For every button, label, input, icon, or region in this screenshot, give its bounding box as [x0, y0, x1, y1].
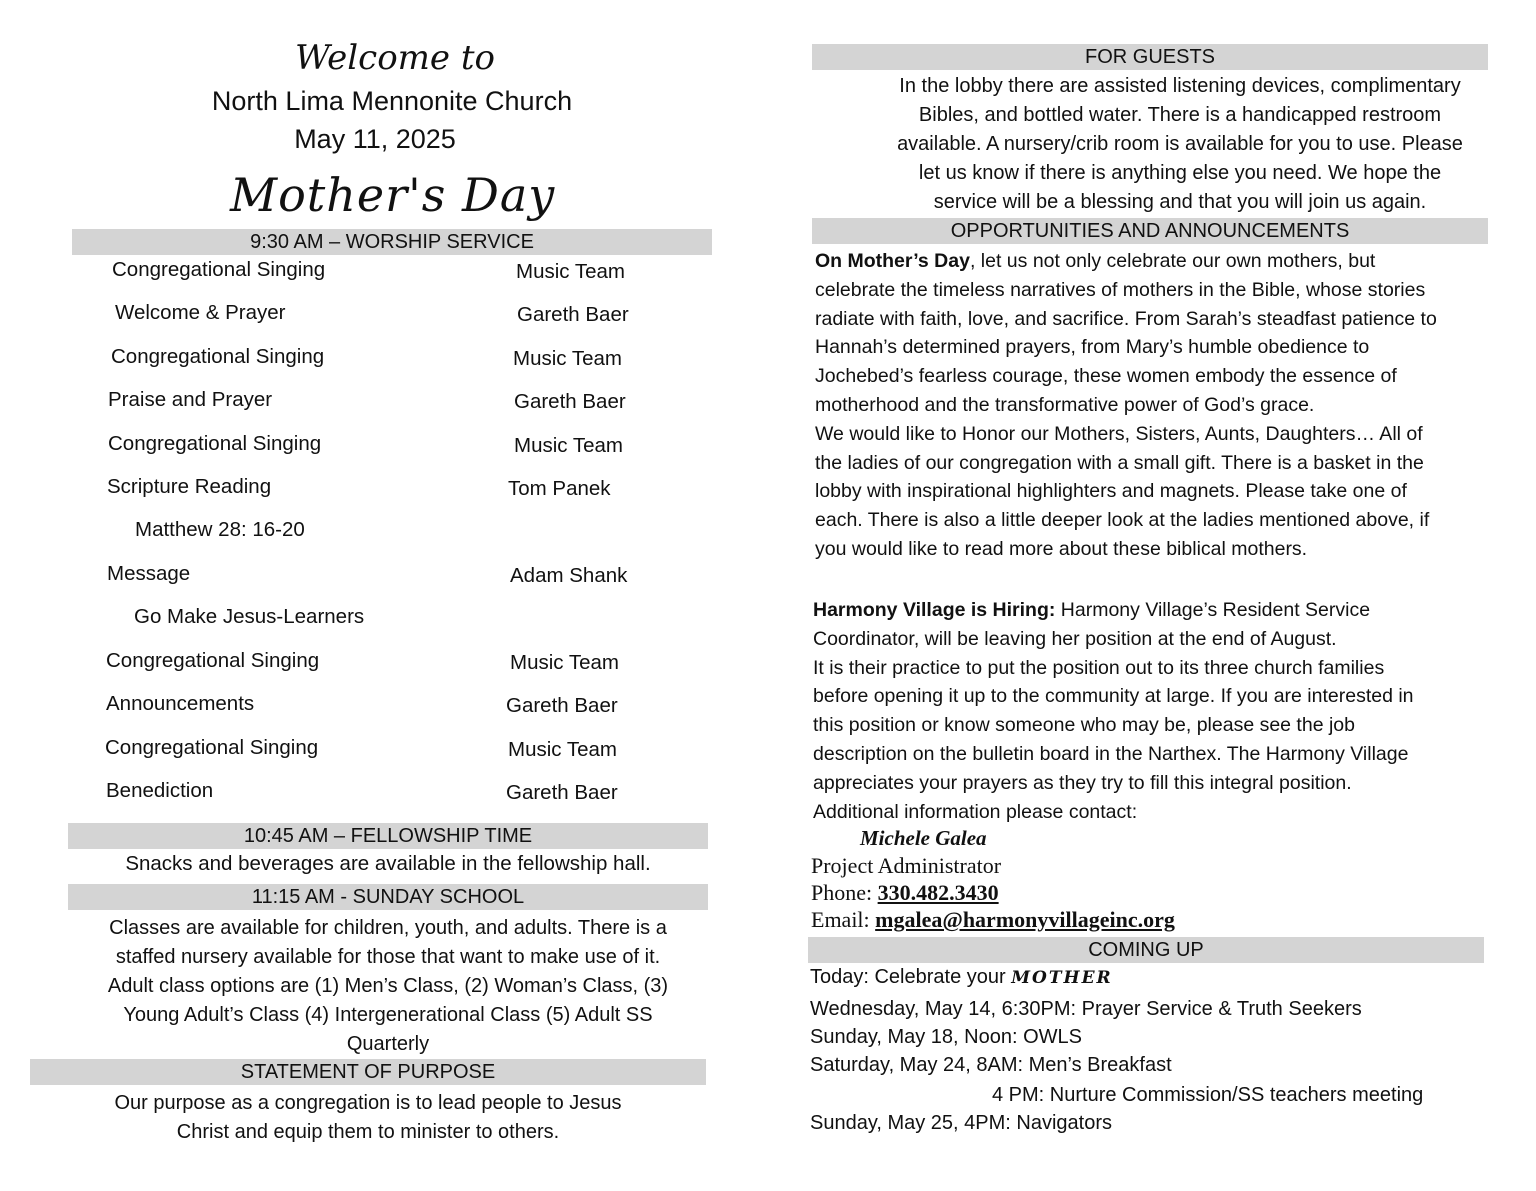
order-item: Congregational Singing: [111, 345, 325, 368]
harmony-line: before opening it up to the community at large. If you are interested in: [813, 685, 1414, 708]
harmony-line: It is their practice to put the position out to its three church families: [813, 656, 1385, 679]
mother-word: MOTHER: [1011, 968, 1113, 988]
mothers-day-line: radiate with faith, love, and sacrifice. From Sarah’s steadfast patience to: [815, 307, 1437, 330]
mothers-day-line: celebrate the timeless narratives of mothers in the Bible, whose stories: [815, 278, 1426, 301]
order-item: Praise and Prayer: [108, 388, 273, 411]
contact-phone: Phone: 330.482.3430: [811, 880, 999, 905]
phone-link[interactable]: 330.482.3430: [877, 880, 999, 905]
purpose-header: STATEMENT OF PURPOSE: [30, 1059, 706, 1085]
sunday-school-line: Young Adult’s Class (4) Intergenerational Class (5) Adult SS: [123, 1004, 653, 1026]
order-item: Message: [107, 562, 191, 585]
order-leader: Gareth Baer: [517, 303, 629, 326]
sunday-school-line: staffed nursery available for those that want to make use of it.: [115, 946, 661, 968]
mothers-day-line: motherhood and the transformative power of God’s grace.: [815, 393, 1315, 416]
sunday-school-line: Adult class options are (1) Men’s Class, (2) Woman’s Class, (3): [107, 975, 669, 997]
guests-header: FOR GUESTS: [812, 44, 1488, 70]
worship-header: 9:30 AM – WORSHIP SERVICE: [72, 229, 712, 255]
order-leader: Music Team: [508, 738, 617, 761]
order-leader: Gareth Baer: [514, 390, 626, 413]
order-leader: Music Team: [516, 260, 625, 283]
mothers-day-line: you would like to read more about these biblical mothers.: [815, 537, 1308, 560]
mothers-day-line: lobby with inspirational highlighters and magnets. Please take one of: [815, 480, 1407, 503]
order-leader: Gareth Baer: [506, 781, 618, 804]
mothers-day-text: [815, 247, 1535, 564]
announcements-header: OPPORTUNITIES AND ANNOUNCEMENTS: [812, 218, 1488, 244]
order-leader: Music Team: [510, 651, 619, 674]
harmony-line: Additional information please contact:: [813, 800, 1138, 823]
email-link[interactable]: mgalea@harmonyvillageinc.org: [875, 907, 1175, 932]
event-item: Sunday, May 18, Noon: OWLS: [810, 1026, 1082, 1048]
guests-line: available. A nursery/crib room is available for you to use. Please: [897, 133, 1463, 155]
contact-email: Email: mgalea@harmonyvillageinc.org: [811, 907, 1175, 932]
purpose-line: Our purpose as a congregation is to lead people to Jesus: [114, 1092, 622, 1114]
contact-name: Michele Galea: [860, 826, 987, 850]
order-item: Congregational Singing: [105, 736, 319, 759]
sunday-school-line: Classes are available for children, youth, and adults. There is a: [109, 917, 667, 939]
order-item: Congregational Singing: [106, 649, 320, 672]
guests-line: let us know if there is anything else you need. We hope the: [918, 162, 1442, 184]
order-item: Congregational Singing: [108, 432, 322, 455]
harmony-line: Coordinator, will be leaving her position at the end of August.: [813, 627, 1337, 650]
mothers-day-line: On Mother’s Day, let us not only celebrate our own mothers, but: [815, 250, 1376, 272]
order-item: Benediction: [106, 779, 214, 802]
coming-up-header: COMING UP: [808, 937, 1484, 963]
sunday-school-line: Quarterly: [346, 1033, 430, 1055]
harmony-line: Harmony Village is Hiring: Harmony Village’s Resident Service: [813, 599, 1371, 621]
mothers-day-line: Jochebed’s fearless courage, these women embody the essence of: [815, 365, 1397, 388]
sunday-school-header: 11:15 AM - SUNDAY SCHOOL: [68, 884, 708, 910]
fellowship-header: 10:45 AM – FELLOWSHIP TIME: [68, 823, 708, 849]
order-item: Welcome & Prayer: [115, 301, 286, 324]
welcome-heading: Welcome to: [295, 38, 495, 78]
guests-line: service will be a blessing and that you will join us again.: [933, 191, 1427, 213]
order-item: Go Make Jesus-Learners: [134, 605, 365, 628]
sunday-school-text: [68, 914, 708, 1059]
mothers-day-lead: On Mother’s Day: [815, 250, 970, 272]
event-item: Sunday, May 25, 4PM: Navigators: [810, 1112, 1112, 1134]
guests-line: In the lobby there are assisted listening devices, complimentary: [899, 75, 1461, 97]
today-line: Today: Celebrate your MOTHER: [810, 966, 1113, 988]
order-leader: Adam Shank: [510, 564, 628, 587]
harmony-lead: Harmony Village is Hiring:: [813, 599, 1056, 621]
mothers-day-line: each. There is also a little deeper look at the ladies mentioned above, if: [815, 509, 1430, 532]
guests-line: Bibles, and bottled water. There is a handicapped restroom: [918, 104, 1442, 126]
purpose-text: [30, 1089, 706, 1147]
order-item: Scripture Reading: [107, 475, 272, 498]
harmony-line: appreciates your prayers as they try to fill this integral position.: [813, 771, 1352, 794]
mothers-day-line: the ladies of our congregation with a small gift. There is a basket in the: [815, 451, 1424, 474]
occasion-title: Mother's Day: [230, 168, 556, 222]
order-leader: Music Team: [513, 347, 622, 370]
order-item: Congregational Singing: [112, 258, 326, 281]
harmony-line: description on the bulletin board in the Narthex. The Harmony Village: [813, 742, 1409, 765]
fellowship-text: Snacks and beverages are available in the fellowship hall.: [125, 852, 651, 875]
church-name: North Lima Mennonite Church: [211, 86, 573, 116]
harmony-text: [813, 596, 1533, 826]
purpose-line: Christ and equip them to minister to others.: [176, 1121, 560, 1143]
service-date: May 11, 2025: [294, 124, 456, 154]
order-leader: Tom Panek: [508, 477, 611, 500]
mothers-day-line: We would like to Honor our Mothers, Sisters, Aunts, Daughters… All of: [815, 422, 1423, 445]
order-leader: Gareth Baer: [506, 694, 618, 717]
event-item: Wednesday, May 14, 6:30PM: Prayer Service & Truth Seekers: [810, 998, 1362, 1020]
event-item: 4 PM: Nurture Commission/SS teachers meeting: [992, 1084, 1424, 1106]
order-leader: Music Team: [514, 434, 623, 457]
mothers-day-line: Hannah’s determined prayers, from Mary’s humble obedience to: [815, 336, 1370, 359]
event-item: Saturday, May 24, 8AM: Men’s Breakfast: [810, 1054, 1172, 1076]
order-item: Matthew 28: 16-20: [135, 518, 305, 541]
contact-title: Project Administrator: [811, 853, 1002, 878]
order-item: Announcements: [106, 692, 255, 715]
harmony-line: this position or know someone who may be, please see the job: [813, 714, 1355, 737]
guests-text: [812, 72, 1536, 217]
